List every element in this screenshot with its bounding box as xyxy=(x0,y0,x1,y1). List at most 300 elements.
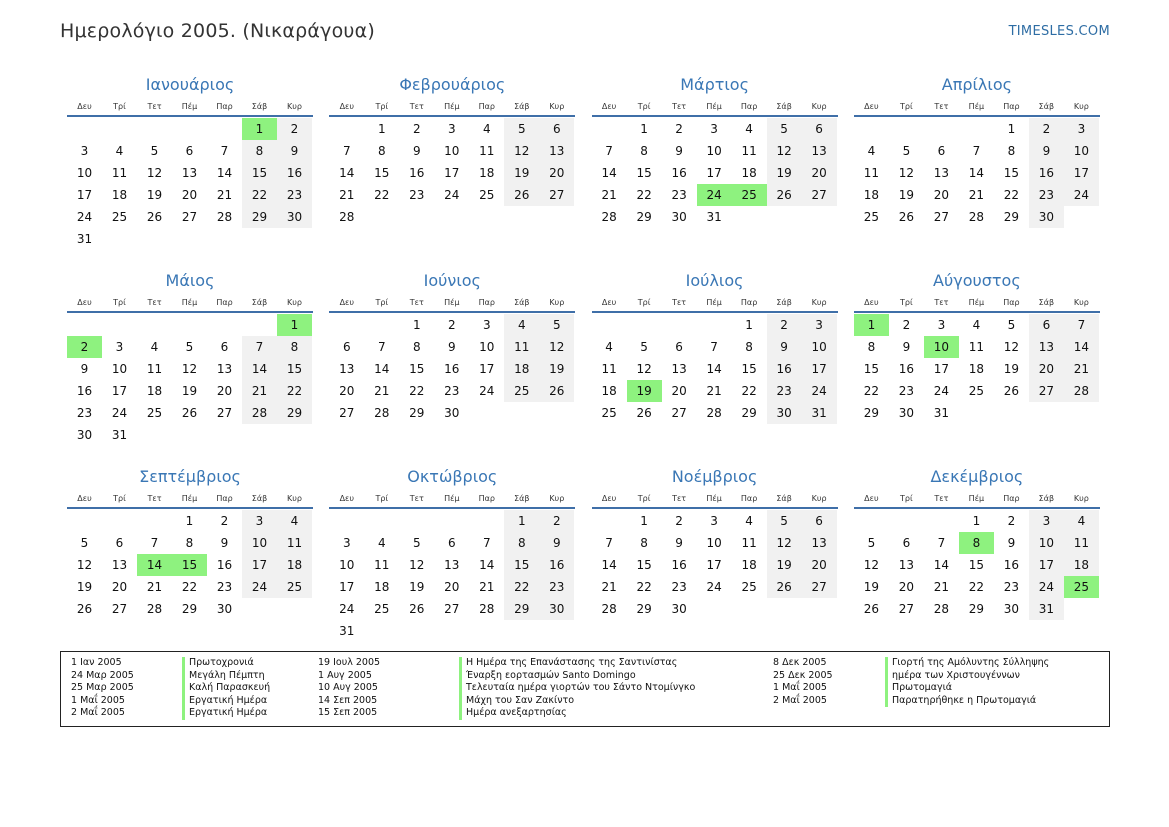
day-cell: 15 xyxy=(242,162,277,184)
day-cell: 30 xyxy=(671,602,687,616)
days-grid xyxy=(854,314,1100,424)
weekday-header xyxy=(329,490,575,509)
day-cell: 28 xyxy=(601,602,617,616)
day-cell: 24 xyxy=(479,384,495,398)
weekday-label: Τρί xyxy=(113,298,126,307)
holiday-dates-column xyxy=(773,657,833,707)
month-calendar xyxy=(329,270,575,466)
holiday-name: Έναρξη εορτασμών Santo Domingo xyxy=(459,670,695,683)
weekday-label: Τετ xyxy=(409,298,424,307)
month-calendar xyxy=(854,270,1100,466)
holiday-names-column xyxy=(459,657,695,720)
weekday-label: Τετ xyxy=(409,102,424,111)
day-cell: 23 xyxy=(767,380,802,402)
day-cell: 11 xyxy=(1064,532,1099,554)
day-cell: 26 xyxy=(539,380,574,402)
day-cell: 13 xyxy=(1029,336,1064,358)
day-cell: 8 xyxy=(1007,144,1016,158)
day-cell: 21 xyxy=(601,188,617,202)
day-cell: 8 xyxy=(745,340,753,354)
weekday-label: Παρ xyxy=(740,298,758,307)
weekday-label: Παρ xyxy=(478,298,495,307)
weekday-header xyxy=(67,98,313,117)
weekday-label: Παρ xyxy=(1003,494,1020,503)
day-cell: 13 xyxy=(111,558,128,572)
day-cell: 29 xyxy=(968,602,985,616)
empty-cell xyxy=(854,510,889,532)
day-cell: 4 xyxy=(482,122,491,136)
day-cell: 22 xyxy=(636,188,652,202)
day-cell: 7 xyxy=(937,536,946,550)
day-cell: 6 xyxy=(802,118,837,140)
month-name: Οκτώβριος xyxy=(407,467,498,486)
weekday-label: Παρ xyxy=(478,102,495,111)
empty-cell xyxy=(137,314,172,336)
day-cell: 31 xyxy=(706,210,722,224)
day-cell: 22 xyxy=(1003,188,1020,202)
day-cell: 26 xyxy=(76,602,93,616)
day-cell: 31 xyxy=(1029,598,1064,620)
day-cell: 29 xyxy=(636,210,652,224)
day-cell: 2 xyxy=(1007,514,1016,528)
empty-cell xyxy=(889,118,924,140)
weekday-header xyxy=(67,490,313,509)
day-cell: 4 xyxy=(277,510,312,532)
month-name: Αύγουστος xyxy=(933,271,1021,290)
day-cell: 28 xyxy=(706,406,722,420)
holiday-day-cell: 1 xyxy=(242,118,277,140)
day-cell: 13 xyxy=(898,558,915,572)
holiday-date: 19 Ιουλ 2005 xyxy=(318,657,381,668)
day-cell: 28 xyxy=(601,210,617,224)
holiday-date: 15 Σεπ 2005 xyxy=(318,707,378,719)
day-cell: 17 xyxy=(479,362,495,376)
day-cell: 18 xyxy=(479,166,495,180)
day-cell: 8 xyxy=(504,532,539,554)
weekday-label: Παρ xyxy=(1003,298,1020,307)
holiday-name: Καλή Παρασκευή xyxy=(182,682,270,695)
day-cell: 15 xyxy=(277,358,312,380)
day-cell: 16 xyxy=(671,558,687,572)
day-cell: 19 xyxy=(146,188,163,202)
day-cell: 4 xyxy=(504,314,539,336)
empty-cell xyxy=(959,118,994,140)
empty-cell xyxy=(697,314,732,336)
day-cell: 27 xyxy=(539,184,574,206)
day-cell: 18 xyxy=(374,580,390,594)
day-cell: 9 xyxy=(80,362,89,376)
day-cell: 19 xyxy=(767,554,802,576)
holiday-date: 10 Αυγ 2005 xyxy=(318,682,378,694)
day-cell: 16 xyxy=(767,358,802,380)
empty-cell xyxy=(137,510,172,532)
day-cell: 2 xyxy=(220,514,229,528)
day-cell: 23 xyxy=(898,384,915,398)
day-cell: 17 xyxy=(706,558,722,572)
day-cell: 7 xyxy=(150,536,159,550)
weekday-label: Σάβ xyxy=(514,298,530,307)
day-cell: 5 xyxy=(640,340,648,354)
day-cell: 4 xyxy=(150,340,159,354)
day-cell: 7 xyxy=(972,144,981,158)
day-cell: 18 xyxy=(111,188,128,202)
day-cell: 26 xyxy=(504,184,539,206)
empty-cell xyxy=(137,118,172,140)
empty-cell xyxy=(102,314,137,336)
day-cell: 7 xyxy=(605,144,613,158)
day-cell: 26 xyxy=(636,406,652,420)
day-cell: 23 xyxy=(1003,580,1020,594)
day-cell: 10 xyxy=(444,144,460,158)
month-calendar xyxy=(67,466,313,662)
day-cell: 6 xyxy=(115,536,124,550)
day-cell: 12 xyxy=(767,140,802,162)
day-cell: 4 xyxy=(745,122,753,136)
holiday-day-cell: 25 xyxy=(1064,576,1099,598)
day-cell: 21 xyxy=(706,384,722,398)
empty-cell xyxy=(592,314,627,336)
month-name: Μάιος xyxy=(165,271,215,290)
day-cell: 15 xyxy=(741,362,757,376)
day-cell: 18 xyxy=(601,384,617,398)
day-cell: 5 xyxy=(412,536,421,550)
months-grid xyxy=(67,74,1100,662)
day-cell: 2 xyxy=(767,314,802,336)
weekday-label: Τετ xyxy=(934,494,949,503)
day-cell: 24 xyxy=(802,380,837,402)
holiday-date: 24 Μαρ 2005 xyxy=(71,669,134,681)
holiday-day-cell: 2 xyxy=(67,336,102,358)
empty-cell xyxy=(207,314,242,336)
day-cell: 11 xyxy=(741,536,757,550)
empty-cell xyxy=(627,314,662,336)
day-cell: 16 xyxy=(898,362,915,376)
weekday-label: Κυρ xyxy=(549,102,565,111)
day-cell: 28 xyxy=(216,210,233,224)
weekday-label: Πέμ xyxy=(706,298,722,307)
day-cell: 29 xyxy=(409,406,425,420)
day-cell: 16 xyxy=(216,558,233,572)
day-cell: 7 xyxy=(710,340,718,354)
day-cell: 10 xyxy=(1029,532,1064,554)
day-cell: 22 xyxy=(374,188,390,202)
day-cell: 26 xyxy=(898,210,915,224)
day-cell: 23 xyxy=(671,188,687,202)
day-cell: 28 xyxy=(242,402,277,424)
day-cell: 17 xyxy=(76,188,93,202)
day-cell: 3 xyxy=(242,510,277,532)
month-calendar xyxy=(592,270,838,466)
weekday-label: Παρ xyxy=(216,298,233,307)
weekday-label: Πέμ xyxy=(706,494,722,503)
day-cell: 14 xyxy=(933,558,950,572)
day-cell: 25 xyxy=(374,602,390,616)
holiday-date: 1 Μαΐ 2005 xyxy=(773,682,827,694)
page-title: Ημερολόγιο 2005. (Νικαράγουα) xyxy=(60,20,375,42)
weekday-label: Τετ xyxy=(934,102,949,111)
holiday-date: 14 Σεπ 2005 xyxy=(318,694,378,706)
day-cell: 20 xyxy=(181,188,198,202)
day-cell: 26 xyxy=(1003,384,1020,398)
day-cell: 27 xyxy=(216,406,233,420)
day-cell: 6 xyxy=(447,536,456,550)
day-cell: 11 xyxy=(968,340,985,354)
weekday-label: Τρί xyxy=(113,102,126,111)
day-cell: 22 xyxy=(863,384,880,398)
day-cell: 21 xyxy=(374,384,390,398)
day-cell: 14 xyxy=(601,166,617,180)
weekday-label: Κυρ xyxy=(549,494,565,503)
holiday-day-cell: 10 xyxy=(924,336,959,358)
weekday-label: Δευ xyxy=(339,102,355,111)
empty-cell xyxy=(399,510,434,532)
month-name: Φεβρουάριος xyxy=(399,75,506,94)
month-name: Νοέμβριος xyxy=(671,467,758,486)
weekday-label: Σάβ xyxy=(1038,102,1055,111)
days-grid xyxy=(67,510,313,620)
day-cell: 19 xyxy=(1003,362,1020,376)
day-cell: 27 xyxy=(933,210,950,224)
day-cell: 10 xyxy=(76,166,93,180)
day-cell: 9 xyxy=(539,532,574,554)
day-cell: 21 xyxy=(146,580,163,594)
day-cell: 28 xyxy=(968,210,985,224)
day-cell: 7 xyxy=(482,536,491,550)
holiday-date: 1 Αυγ 2005 xyxy=(318,669,372,681)
weekday-label: Τρί xyxy=(900,102,913,111)
day-cell: 4 xyxy=(745,514,753,528)
holiday-date: 2 Μαΐ 2005 xyxy=(71,707,125,719)
day-cell: 9 xyxy=(1029,140,1064,162)
weekday-label: Πέμ xyxy=(968,494,985,503)
day-cell: 21 xyxy=(1064,358,1099,380)
day-cell: 24 xyxy=(706,580,722,594)
weekday-label: Κυρ xyxy=(811,298,827,307)
day-cell: 10 xyxy=(706,536,722,550)
weekday-label: Πέμ xyxy=(181,298,198,307)
day-cell: 19 xyxy=(539,358,574,380)
empty-cell xyxy=(924,118,959,140)
site-link[interactable]: TIMESLES.COM xyxy=(1008,24,1110,39)
day-cell: 15 xyxy=(636,166,652,180)
day-cell: 21 xyxy=(933,580,950,594)
day-cell: 7 xyxy=(1064,314,1099,336)
day-cell: 4 xyxy=(605,340,613,354)
day-cell: 20 xyxy=(1029,358,1064,380)
day-cell: 20 xyxy=(216,384,233,398)
day-cell: 22 xyxy=(741,384,757,398)
day-cell: 13 xyxy=(802,140,837,162)
day-cell: 20 xyxy=(671,384,687,398)
days-grid xyxy=(592,510,838,620)
day-cell: 16 xyxy=(409,166,425,180)
day-cell: 30 xyxy=(1029,206,1064,228)
day-cell: 25 xyxy=(504,380,539,402)
holiday-name: Εργατική Ημέρα xyxy=(182,695,270,708)
weekday-label: Τετ xyxy=(672,102,687,111)
day-cell: 24 xyxy=(444,188,460,202)
weekday-label: Τρί xyxy=(375,102,389,111)
day-cell: 28 xyxy=(339,210,355,224)
day-cell: 16 xyxy=(76,384,93,398)
day-cell: 9 xyxy=(902,340,911,354)
month-name: Ιούνιος xyxy=(423,271,481,290)
day-cell: 17 xyxy=(339,580,355,594)
month-calendar xyxy=(854,74,1100,270)
holiday-name: Μεγάλη Πέμπτη xyxy=(182,670,270,683)
day-cell: 11 xyxy=(504,336,539,358)
empty-cell xyxy=(207,118,242,140)
day-cell: 9 xyxy=(675,144,683,158)
day-cell: 12 xyxy=(146,166,163,180)
day-cell: 27 xyxy=(802,184,837,206)
day-cell: 6 xyxy=(937,144,946,158)
day-cell: 11 xyxy=(741,144,757,158)
day-cell: 20 xyxy=(898,580,915,594)
day-cell: 8 xyxy=(640,536,648,550)
day-cell: 10 xyxy=(111,362,128,376)
holiday-name: Πρωτοχρονιά xyxy=(182,657,270,670)
day-cell: 25 xyxy=(111,210,128,224)
day-cell: 13 xyxy=(671,362,687,376)
holiday-date: 25 Μαρ 2005 xyxy=(71,682,134,694)
empty-cell xyxy=(102,510,137,532)
day-cell: 10 xyxy=(706,144,722,158)
day-cell: 9 xyxy=(412,144,421,158)
day-cell: 6 xyxy=(539,118,574,140)
day-cell: 17 xyxy=(1029,554,1064,576)
day-cell: 25 xyxy=(146,406,163,420)
day-cell: 10 xyxy=(802,336,837,358)
empty-cell xyxy=(67,314,102,336)
month-calendar xyxy=(329,466,575,662)
day-cell: 5 xyxy=(185,340,194,354)
day-cell: 29 xyxy=(242,206,277,228)
day-cell: 23 xyxy=(1029,184,1064,206)
day-cell: 17 xyxy=(706,166,722,180)
empty-cell xyxy=(242,314,277,336)
empty-cell xyxy=(924,510,959,532)
weekday-label: Τετ xyxy=(147,494,162,503)
day-cell: 29 xyxy=(863,406,880,420)
day-cell: 27 xyxy=(1029,380,1064,402)
day-cell: 13 xyxy=(444,558,460,572)
day-cell: 4 xyxy=(1064,510,1099,532)
weekday-label: Τετ xyxy=(147,102,162,111)
day-cell: 6 xyxy=(342,340,351,354)
day-cell: 5 xyxy=(767,118,802,140)
weekday-label: Παρ xyxy=(1003,102,1020,111)
weekday-label: Τετ xyxy=(409,494,424,503)
weekday-label: Κυρ xyxy=(811,102,827,111)
day-cell: 30 xyxy=(216,602,233,616)
day-cell: 3 xyxy=(1029,510,1064,532)
weekday-label: Πέμ xyxy=(968,102,985,111)
day-cell: 12 xyxy=(181,362,198,376)
day-cell: 5 xyxy=(80,536,89,550)
weekday-label: Κυρ xyxy=(287,102,302,111)
weekday-label: Σάβ xyxy=(1038,298,1055,307)
holiday-name: Τελευταία ημέρα γιορτών του Σάντο Ντομίνγκο xyxy=(459,682,695,695)
day-cell: 11 xyxy=(863,166,880,180)
day-cell: 8 xyxy=(185,536,194,550)
holiday-date: 25 Δεκ 2005 xyxy=(773,669,833,681)
day-cell: 18 xyxy=(741,558,757,572)
day-cell: 11 xyxy=(479,144,495,158)
day-cell: 20 xyxy=(444,580,460,594)
weekday-header xyxy=(854,98,1100,117)
day-cell: 22 xyxy=(504,576,539,598)
day-cell: 2 xyxy=(675,122,683,136)
day-cell: 27 xyxy=(802,576,837,598)
day-cell: 5 xyxy=(767,510,802,532)
days-grid xyxy=(329,118,575,228)
day-cell: 24 xyxy=(339,602,355,616)
day-cell: 7 xyxy=(220,144,229,158)
holiday-name: Γιορτή της Αμόλυντης Σύλληψης xyxy=(885,657,1049,670)
day-cell: 14 xyxy=(479,558,495,572)
day-cell: 4 xyxy=(867,144,876,158)
day-cell: 23 xyxy=(76,406,93,420)
day-cell: 18 xyxy=(968,362,985,376)
weekday-label: Παρ xyxy=(216,102,233,111)
day-cell: 18 xyxy=(741,166,757,180)
day-cell: 14 xyxy=(601,558,617,572)
day-cell: 1 xyxy=(1007,122,1016,136)
day-cell: 6 xyxy=(220,340,229,354)
empty-cell xyxy=(854,118,889,140)
weekday-header xyxy=(592,294,838,313)
day-cell: 2 xyxy=(412,122,421,136)
weekday-label: Πέμ xyxy=(444,102,460,111)
day-cell: 31 xyxy=(339,624,355,638)
weekday-label: Σάβ xyxy=(1038,494,1055,503)
weekday-header xyxy=(329,98,575,117)
day-cell: 1 xyxy=(972,514,981,528)
day-cell: 19 xyxy=(767,162,802,184)
day-cell: 18 xyxy=(1064,554,1099,576)
day-cell: 30 xyxy=(277,206,312,228)
holiday-names-column xyxy=(182,657,270,720)
day-cell: 31 xyxy=(76,232,93,246)
month-name: Δεκέμβριος xyxy=(930,467,1024,486)
day-cell: 30 xyxy=(767,402,802,424)
day-cell: 3 xyxy=(937,318,946,332)
day-cell: 4 xyxy=(972,318,981,332)
day-cell: 12 xyxy=(409,558,425,572)
weekday-label: Σάβ xyxy=(251,494,268,503)
day-cell: 15 xyxy=(863,362,880,376)
holiday-day-cell: 25 xyxy=(732,184,767,206)
day-cell: 21 xyxy=(601,580,617,594)
weekday-label: Δευ xyxy=(77,494,92,503)
day-cell: 10 xyxy=(242,532,277,554)
day-cell: 29 xyxy=(277,402,312,424)
day-cell: 9 xyxy=(447,340,456,354)
day-cell: 8 xyxy=(412,340,421,354)
day-cell: 12 xyxy=(539,336,574,358)
day-cell: 10 xyxy=(479,340,495,354)
day-cell: 15 xyxy=(1003,166,1020,180)
day-cell: 27 xyxy=(339,406,355,420)
day-cell: 12 xyxy=(767,532,802,554)
days-grid xyxy=(592,314,838,424)
day-cell: 11 xyxy=(374,558,390,572)
month-name: Ιανουάριος xyxy=(145,75,235,94)
day-cell: 14 xyxy=(216,166,233,180)
day-cell: 30 xyxy=(444,406,460,420)
day-cell: 27 xyxy=(671,406,687,420)
